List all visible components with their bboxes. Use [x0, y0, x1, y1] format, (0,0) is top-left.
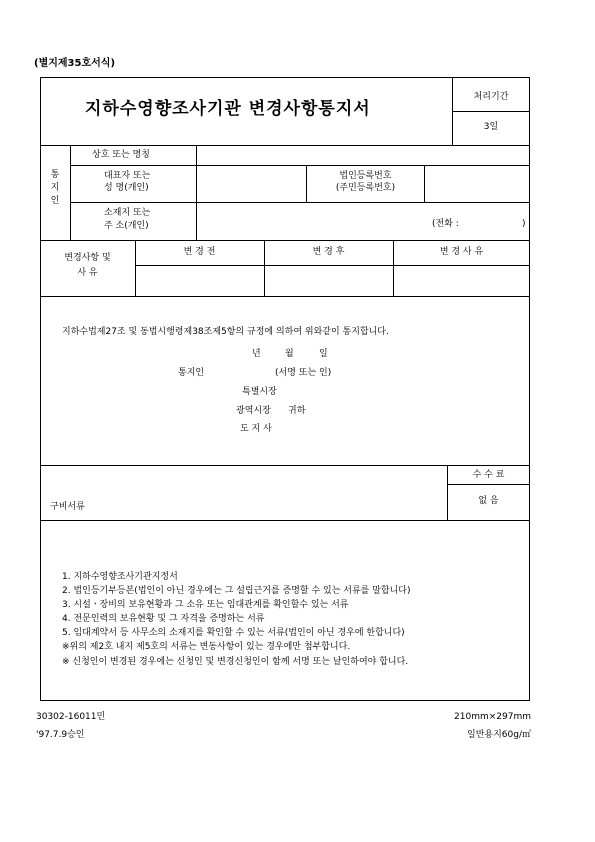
date-month: 월 — [285, 349, 294, 359]
address-label-1: 소재지 또는 — [104, 208, 151, 218]
before-change-field[interactable] — [136, 266, 264, 296]
changes-label-2: 사 유 — [77, 268, 98, 278]
address-field[interactable] — [197, 203, 529, 240]
corp-reg-no-label-2: (주민등록번호) — [335, 183, 396, 193]
recipient-special-city: 특별시장 — [242, 387, 277, 397]
notifier-sign-label: 통지인 — [178, 368, 205, 378]
recipient-governor: 도 지 사 — [240, 424, 272, 434]
footer-approval: '97.7.9승인 — [36, 730, 85, 740]
phone-label: (전화 : — [432, 219, 459, 229]
recipient-honorific: 귀하 — [288, 406, 306, 416]
document-item-4: 4. 전문인력의 보유현황 및 그 자격을 증명하는 서류 — [62, 614, 265, 624]
document-item-3: 3. 시설ㆍ장비의 보유현황과 그 소유 또는 임대관계를 확인할수 있는 서류 — [62, 600, 349, 610]
company-name-label: 상호 또는 명칭 — [92, 150, 150, 160]
documents-label: 구비서류 — [50, 502, 85, 512]
date-day: 일 — [319, 349, 328, 359]
document-item-2: 2. 법인등기부등본(법인이 아닌 경우에는 그 설립근거를 증명할 수 있는 서류를 말합니다) — [62, 586, 411, 596]
before-change-header: 변 경 전 — [183, 247, 216, 257]
statement-body: 지하수법제27조 및 동법시행령제38조제5항의 규정에 의하여 위와같이 통지합니다. — [62, 327, 389, 337]
document-note-1: ※위의 제2호 내지 제5호의 서류는 변동사항이 있는 경우에만 첨부합니다. — [62, 642, 351, 652]
document-note-2: ※ 신청인이 변경된 경우에는 신청인 및 변경신청인이 함께 서명 또는 날인하여야 합니다. — [62, 657, 409, 667]
after-change-header: 변 경 후 — [312, 247, 345, 257]
representative-label-1: 대표자 또는 — [104, 171, 151, 181]
after-change-field[interactable] — [265, 266, 393, 296]
document-item-5: 5. 임대계약서 등 사무소의 소재지를 확인할 수 있는 서류(법인이 아닌 경우에 한합니다) — [62, 628, 405, 638]
change-reason-field[interactable] — [394, 266, 529, 296]
representative-label-2: 성 명(개인) — [104, 183, 149, 193]
recipient-metro-city: 광역시장 — [236, 406, 271, 416]
phone-close: ) — [522, 219, 526, 229]
date-year: 년 — [252, 349, 261, 359]
fee-value: 없 음 — [478, 496, 499, 506]
corp-reg-no-label-1: 법인등록번호 — [339, 171, 392, 181]
footer-size: 210mm×297mm — [454, 712, 531, 722]
processing-period-label: 처리기간 — [473, 92, 509, 102]
representative-field[interactable] — [197, 166, 305, 202]
document-item-1: 1. 지하수영향조사기관지정서 — [62, 572, 178, 582]
corp-reg-no-field[interactable] — [425, 166, 529, 202]
changes-label-1: 변경사항 및 — [64, 253, 111, 263]
fee-label: 수 수 료 — [472, 470, 505, 480]
notifier-section-label-1: 통 — [50, 170, 60, 180]
processing-period-value: 3일 — [483, 122, 499, 132]
change-reason-header: 변 경 사 유 — [439, 247, 484, 257]
company-name-field[interactable] — [197, 146, 529, 165]
signature-label: (서명 또는 인) — [275, 368, 332, 378]
form-title: 지하수영향조사기관 변경사항통지서 — [85, 99, 371, 119]
address-label-2: 주 소(개인) — [104, 221, 149, 231]
footer-paper: 일반용지60g/㎡ — [467, 730, 531, 740]
notifier-section-label-2: 지 — [50, 183, 60, 193]
footer-code: 30302-16011민 — [36, 712, 106, 722]
notifier-section-label-3: 인 — [50, 196, 60, 206]
form-label: (별지제35호서식) — [34, 58, 116, 69]
